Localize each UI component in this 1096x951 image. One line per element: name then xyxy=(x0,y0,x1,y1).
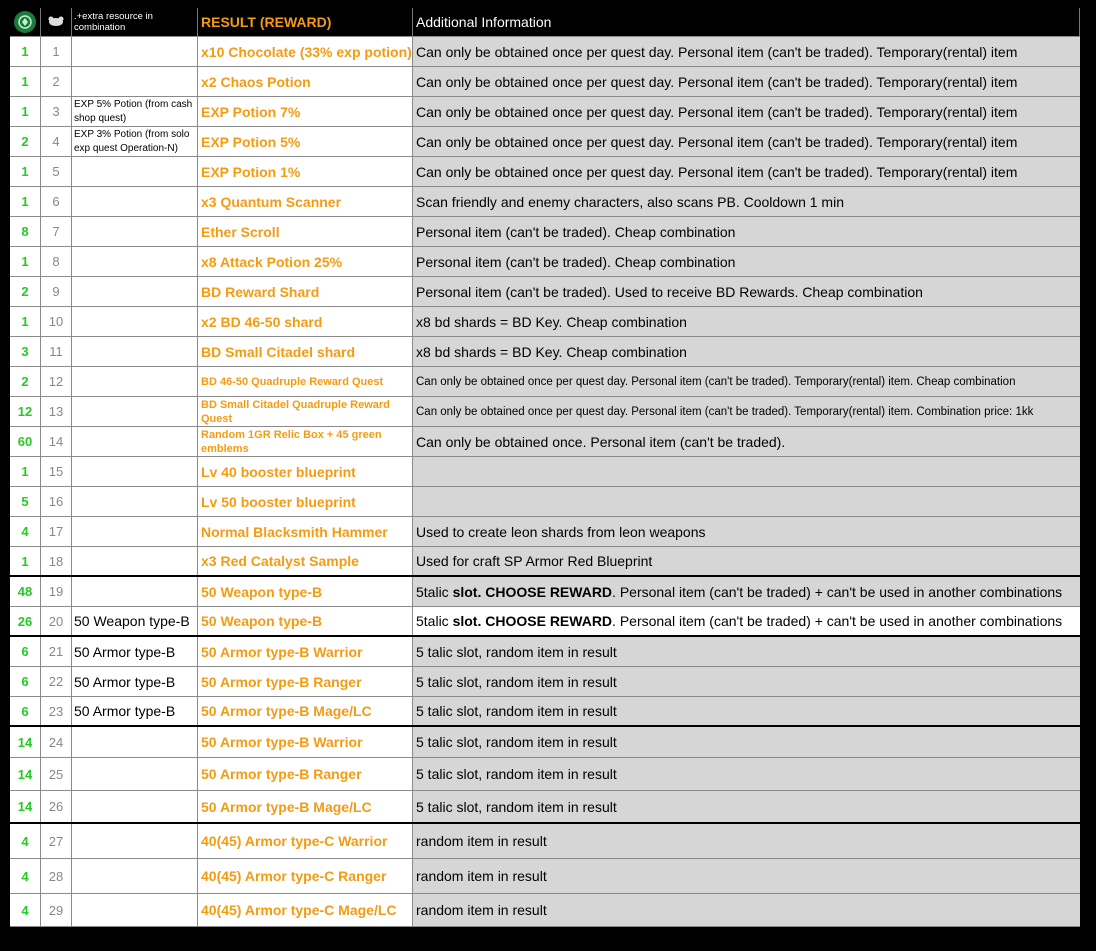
qty-cell: 4 xyxy=(10,517,41,546)
row-number-cell: 23 xyxy=(41,697,72,725)
info-text xyxy=(416,584,1062,600)
info-cell: random item in result xyxy=(413,859,1080,893)
extra-resource-text: 50 Armor type-B xyxy=(74,673,176,690)
table-row xyxy=(10,67,1080,97)
info-cell: Can only be obtained once per quest day. Personal item (can't be traded). Temporary(rental) item xyxy=(413,67,1080,96)
qty-cell: 1 xyxy=(10,97,41,126)
table-row xyxy=(10,727,1080,758)
row-number-cell: 21 xyxy=(41,637,72,666)
result-cell: x3 Red Catalyst Sample xyxy=(198,547,413,575)
result-cell: 50 Weapon type-B xyxy=(198,577,413,606)
info-cell: Personal item (can't be traded). Cheap combination xyxy=(413,247,1080,276)
info-cell: x8 bd shards = BD Key. Cheap combination xyxy=(413,337,1080,366)
extra-resource-cell xyxy=(72,157,198,186)
header-extra-resource: .+extra resource in combination xyxy=(72,8,198,36)
info-cell xyxy=(413,577,1080,606)
qty-cell: 6 xyxy=(10,667,41,696)
result-cell: 40(45) Armor type-C Warrior xyxy=(198,824,413,858)
header-row xyxy=(10,8,1080,37)
info-cell: 5 talic slot, random item in result xyxy=(413,758,1080,790)
result-cell: Random 1GR Relic Box + 45 green emblems xyxy=(198,427,413,456)
result-cell: x2 BD 46-50 shard xyxy=(198,307,413,336)
qty-cell: 60 xyxy=(10,427,41,456)
table-row xyxy=(10,547,1080,577)
extra-resource-cell xyxy=(72,758,198,790)
extra-resource-cell xyxy=(72,667,198,696)
extra-resource-cell xyxy=(72,487,198,516)
info-cell: 5 talic slot, random item in result xyxy=(413,697,1080,725)
info-cell: Used for craft SP Armor Red Blueprint xyxy=(413,547,1080,575)
extra-resource-cell xyxy=(72,97,198,126)
result-cell: 40(45) Armor type-C Mage/LC xyxy=(198,894,413,926)
extra-resource-cell xyxy=(72,577,198,606)
extra-resource-cell xyxy=(72,217,198,246)
qty-cell: 14 xyxy=(10,727,41,757)
qty-cell: 1 xyxy=(10,547,41,575)
result-cell: 40(45) Armor type-C Ranger xyxy=(198,859,413,893)
result-cell: Lv 40 booster blueprint xyxy=(198,457,413,486)
info-cell xyxy=(413,457,1080,486)
header-info: Additional Information xyxy=(413,8,1080,36)
qty-cell: 1 xyxy=(10,307,41,336)
row-number-cell: 14 xyxy=(41,427,72,456)
qty-cell: 5 xyxy=(10,487,41,516)
extra-resource-cell xyxy=(72,397,198,426)
info-cell: Can only be obtained once per quest day. Personal item (can't be traded). Temporary(rental) item xyxy=(413,157,1080,186)
row-number-cell: 13 xyxy=(41,397,72,426)
result-cell: 50 Armor type-B Warrior xyxy=(198,637,413,666)
qty-cell: 6 xyxy=(10,637,41,666)
extra-resource-text: 50 Weapon type-B xyxy=(74,613,190,629)
info-cell: 5 talic slot, random item in result xyxy=(413,667,1080,696)
extra-resource-cell xyxy=(72,67,198,96)
row-number-cell: 22 xyxy=(41,667,72,696)
info-cell: Can only be obtained once per quest day. Personal item (can't be traded). Temporary(rental) item xyxy=(413,97,1080,126)
qty-cell: 4 xyxy=(10,894,41,926)
info-cell: 5 talic slot, random item in result xyxy=(413,791,1080,822)
info-cell: Can only be obtained once per quest day. Personal item (can't be traded). Temporary(rental) item. Cheap combination xyxy=(413,367,1080,396)
row-number-cell: 18 xyxy=(41,547,72,575)
row-number-cell: 8 xyxy=(41,247,72,276)
info-cell: Can only be obtained once. Personal item (can't be traded). xyxy=(413,427,1080,456)
table-row xyxy=(10,247,1080,277)
info-text-c: . Personal item (can't be traded) + can't be used in another combinations xyxy=(612,613,1063,629)
table-row xyxy=(10,577,1080,607)
extra-resource-cell xyxy=(72,427,198,456)
table-row xyxy=(10,859,1080,894)
extra-resource-cell xyxy=(72,607,198,635)
result-cell: x2 Chaos Potion xyxy=(198,67,413,96)
extra-resource-cell xyxy=(72,859,198,893)
extra-resource-cell xyxy=(72,187,198,216)
info-cell: random item in result xyxy=(413,894,1080,926)
result-cell: Ether Scroll xyxy=(198,217,413,246)
table-row xyxy=(10,337,1080,367)
info-cell: Personal item (can't be traded). Used to receive BD Rewards. Cheap combination xyxy=(413,277,1080,306)
info-cell xyxy=(413,487,1080,516)
result-cell: 50 Armor type-B Ranger xyxy=(198,758,413,790)
row-number-cell: 11 xyxy=(41,337,72,366)
extra-resource-cell xyxy=(72,277,198,306)
extra-resource-cell xyxy=(72,127,198,156)
table-row xyxy=(10,824,1080,859)
result-cell: 50 Armor type-B Mage/LC xyxy=(198,697,413,725)
table-row xyxy=(10,517,1080,547)
result-cell: EXP Potion 1% xyxy=(198,157,413,186)
result-cell: 50 Armor type-B Mage/LC xyxy=(198,791,413,822)
qty-cell: 14 xyxy=(10,791,41,822)
result-cell: EXP Potion 7% xyxy=(198,97,413,126)
row-number-cell: 17 xyxy=(41,517,72,546)
table-row xyxy=(10,487,1080,517)
table-row xyxy=(10,457,1080,487)
extra-resource-cell xyxy=(72,894,198,926)
qty-cell: 14 xyxy=(10,758,41,790)
extra-resource-text: EXP 3% Potion (from solo exp quest Operation-N) xyxy=(74,128,190,154)
extra-resource-cell xyxy=(72,37,198,66)
result-cell: BD Small Citadel Quadruple Reward Quest xyxy=(198,397,413,426)
extra-resource-cell xyxy=(72,517,198,546)
info-cell: Used to create leon shards from leon weapons xyxy=(413,517,1080,546)
header-num-cell xyxy=(41,8,72,36)
row-number-cell: 12 xyxy=(41,367,72,396)
table-row xyxy=(10,667,1080,697)
row-number-cell: 20 xyxy=(41,607,72,635)
extra-resource-cell xyxy=(72,337,198,366)
row-number-cell: 7 xyxy=(41,217,72,246)
row-number-cell: 15 xyxy=(41,457,72,486)
qty-cell: 1 xyxy=(10,247,41,276)
table-row xyxy=(10,397,1080,427)
extra-resource-cell xyxy=(72,367,198,396)
info-text-a: 5talic xyxy=(416,613,453,629)
extra-resource-cell xyxy=(72,307,198,336)
row-number-cell: 5 xyxy=(41,157,72,186)
table-row xyxy=(10,791,1080,824)
info-text-bold: slot. CHOOSE REWARD xyxy=(452,613,613,629)
table-row xyxy=(10,697,1080,727)
gray-rat-icon xyxy=(46,15,66,30)
row-number-cell: 25 xyxy=(41,758,72,790)
qty-cell: 12 xyxy=(10,397,41,426)
header-result: RESULT (REWARD) xyxy=(198,8,413,36)
extra-resource-cell xyxy=(72,697,198,725)
info-cell: Can only be obtained once per quest day. Personal item (can't be traded). Temporary(rental) item. Combination price: 1kk xyxy=(413,397,1080,426)
info-cell: random item in result xyxy=(413,824,1080,858)
info-text-bold: slot. CHOOSE REWARD xyxy=(452,583,613,600)
info-cell: 5 talic slot, random item in result xyxy=(413,637,1080,666)
table-row xyxy=(10,217,1080,247)
extra-resource-cell xyxy=(72,637,198,666)
table-row xyxy=(10,758,1080,791)
result-cell: BD Reward Shard xyxy=(198,277,413,306)
info-cell: x8 bd shards = BD Key. Cheap combination xyxy=(413,307,1080,336)
info-text xyxy=(416,613,1062,629)
info-cell: Can only be obtained once per quest day. Personal item (can't be traded). Temporary(rental) item xyxy=(413,37,1080,66)
result-cell: 50 Weapon type-B xyxy=(198,607,413,635)
result-cell: 50 Armor type-B Ranger xyxy=(198,667,413,696)
row-number-cell: 6 xyxy=(41,187,72,216)
table-row xyxy=(10,894,1080,927)
row-number-cell: 16 xyxy=(41,487,72,516)
qty-cell: 1 xyxy=(10,187,41,216)
extra-resource-cell xyxy=(72,727,198,757)
result-cell: BD 46-50 Quadruple Reward Quest xyxy=(198,367,413,396)
info-cell: 5 talic slot, random item in result xyxy=(413,727,1080,757)
extra-resource-cell xyxy=(72,457,198,486)
extra-resource-cell xyxy=(72,247,198,276)
qty-cell: 8 xyxy=(10,217,41,246)
result-cell: Lv 50 booster blueprint xyxy=(198,487,413,516)
info-cell: Personal item (can't be traded). Cheap combination xyxy=(413,217,1080,246)
row-number-cell: 27 xyxy=(41,824,72,858)
extra-resource-text: EXP 5% Potion (from cash shop quest) xyxy=(74,98,193,124)
qty-cell: 2 xyxy=(10,127,41,156)
result-cell: x8 Attack Potion 25% xyxy=(198,247,413,276)
qty-cell: 4 xyxy=(10,824,41,858)
qty-cell: 6 xyxy=(10,697,41,725)
qty-cell: 48 xyxy=(10,577,41,606)
qty-cell: 1 xyxy=(10,457,41,486)
row-number-cell: 29 xyxy=(41,894,72,926)
table-row xyxy=(10,157,1080,187)
result-cell: x3 Quantum Scanner xyxy=(198,187,413,216)
info-cell: Can only be obtained once per quest day. Personal item (can't be traded). Temporary(rental) item xyxy=(413,127,1080,156)
table-row xyxy=(10,307,1080,337)
info-cell xyxy=(413,607,1080,635)
result-cell: BD Small Citadel shard xyxy=(198,337,413,366)
info-text-a: 5talic xyxy=(416,583,453,600)
table-row xyxy=(10,277,1080,307)
row-number-cell: 28 xyxy=(41,859,72,893)
row-number-cell: 26 xyxy=(41,791,72,822)
green-emblem-icon xyxy=(14,11,36,33)
qty-cell: 3 xyxy=(10,337,41,366)
table-row xyxy=(10,187,1080,217)
header-qty-cell xyxy=(10,8,41,36)
row-number-cell: 3 xyxy=(41,97,72,126)
table-row xyxy=(10,97,1080,127)
extra-resource-cell xyxy=(72,824,198,858)
table-row xyxy=(10,607,1080,637)
qty-cell: 1 xyxy=(10,67,41,96)
row-number-cell: 10 xyxy=(41,307,72,336)
qty-cell: 2 xyxy=(10,367,41,396)
row-number-cell: 2 xyxy=(41,67,72,96)
table-row xyxy=(10,127,1080,157)
extra-resource-text: 50 Armor type-B xyxy=(74,643,176,660)
result-cell: x10 Chocolate (33% exp potion) xyxy=(198,37,413,66)
qty-cell: 26 xyxy=(10,607,41,635)
row-number-cell: 19 xyxy=(41,577,72,606)
row-number-cell: 24 xyxy=(41,727,72,757)
qty-cell: 4 xyxy=(10,859,41,893)
qty-cell: 1 xyxy=(10,37,41,66)
row-number-cell: 4 xyxy=(41,127,72,156)
table-row xyxy=(10,37,1080,67)
row-number-cell: 1 xyxy=(41,37,72,66)
extra-resource-cell xyxy=(72,791,198,822)
table-row xyxy=(10,427,1080,457)
info-text-c: . Personal item (can't be traded) + can't be used in another combinations xyxy=(612,583,1063,600)
qty-cell: 1 xyxy=(10,157,41,186)
extra-resource-text: 50 Armor type-B xyxy=(74,703,176,719)
result-cell: EXP Potion 5% xyxy=(198,127,413,156)
result-cell: Normal Blacksmith Hammer xyxy=(198,517,413,546)
qty-cell: 2 xyxy=(10,277,41,306)
extra-resource-cell xyxy=(72,547,198,575)
row-number-cell: 9 xyxy=(41,277,72,306)
result-cell: 50 Armor type-B Warrior xyxy=(198,727,413,757)
info-cell: Scan friendly and enemy characters, also scans PB. Cooldown 1 min xyxy=(413,187,1080,216)
table-row xyxy=(10,637,1080,667)
combination-table xyxy=(10,8,1080,927)
table-row xyxy=(10,367,1080,397)
